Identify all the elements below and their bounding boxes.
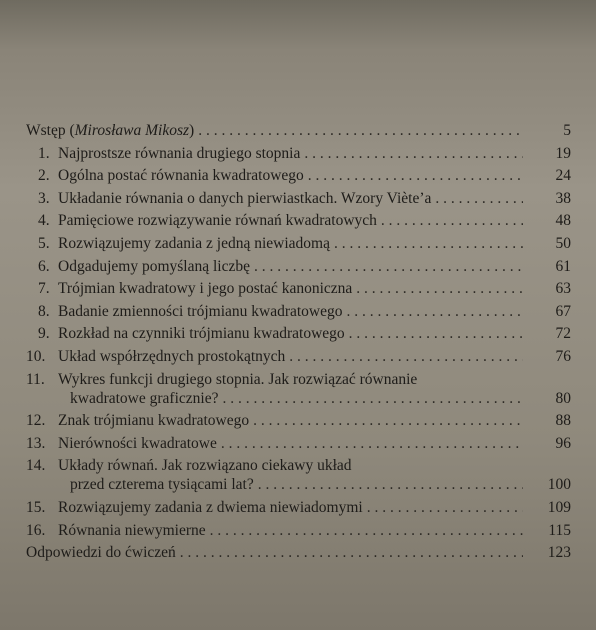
toc-page-number: 50 (555, 234, 571, 252)
toc-page-number: 100 (547, 476, 571, 494)
toc-entry (26, 521, 571, 540)
toc-entry (26, 498, 571, 517)
toc-entry (26, 324, 571, 343)
toc-entry-title: Układ współrzędnych prostokątnych (58, 347, 286, 365)
toc-entry-number: 2. (38, 167, 50, 185)
toc-entry-title: Znak trójmianu kwadratowego (58, 412, 250, 430)
toc-entry-number: 13. (26, 434, 46, 452)
toc-entry-number: 7. (38, 280, 50, 298)
toc-entry-title: Odpowiedzi do ćwiczeń (26, 544, 176, 562)
toc-entry-title: Nierówności kwadratowe (58, 434, 217, 452)
toc-entry-title-continued: kwadratowe graficznie? (70, 389, 219, 407)
toc-entry (26, 211, 571, 230)
toc-page-number: 72 (555, 325, 571, 343)
leader-dots (356, 279, 523, 298)
leader-dots (289, 347, 523, 366)
toc-entry-title-continued: przed czterema tysiącami lat? (70, 476, 254, 494)
toc-page-number: 123 (547, 544, 571, 562)
toc-entry-number: 9. (38, 325, 50, 343)
toc-entry-number: 15. (26, 498, 46, 516)
toc-entry-intro (26, 121, 571, 140)
toc-entry-number: 10. (26, 347, 46, 365)
toc-entry-number: 14. (26, 457, 46, 475)
toc-entry-number: 4. (38, 212, 50, 230)
toc-page-number: 38 (555, 189, 571, 207)
toc-entry-title: Rozkład na czynniki trójmianu kwadratowego (58, 325, 345, 343)
leader-dots (221, 434, 523, 453)
toc-entry-title: Pamięciowe rozwiązywanie równań kwadratowych (58, 212, 377, 230)
toc-entry-number: 6. (38, 257, 50, 275)
leader-dots (304, 144, 523, 163)
leader-dots (180, 543, 523, 562)
toc-entry-answers (26, 543, 571, 562)
toc-entry (26, 456, 571, 494)
toc-page-number: 115 (548, 521, 571, 539)
toc-page-number: 80 (555, 389, 571, 407)
leader-dots (381, 211, 523, 230)
toc-entry-title: Rozwiązujemy zadania z dwiema niewiadomymi (58, 498, 363, 516)
toc-entry-number: 16. (26, 521, 46, 539)
toc-entry-title: Wstęp (Mirosława Mikosz) (26, 122, 195, 139)
toc-entry (26, 347, 571, 366)
leader-dots (349, 324, 523, 343)
leader-dots (198, 121, 523, 140)
toc-entry-number: 8. (38, 302, 50, 320)
toc-entry (26, 144, 571, 163)
leader-dots (253, 411, 523, 430)
toc-entry (26, 434, 571, 453)
toc-entry-number: 5. (38, 234, 50, 252)
leader-dots (367, 498, 523, 517)
toc-entry-title: Odgadujemy pomyślaną liczbę (58, 257, 250, 275)
leader-dots (210, 521, 523, 540)
toc-entry (26, 166, 571, 185)
toc-page-number: 63 (555, 280, 571, 298)
toc-entry (26, 189, 571, 208)
toc-page-number: 24 (555, 167, 571, 185)
toc-page-number: 109 (547, 498, 571, 516)
toc-entry (26, 302, 571, 321)
toc-entry (26, 370, 571, 408)
toc-entry-title: Trójmian kwadratowy i jego postać kanoniczna (58, 280, 353, 298)
toc-page-number: 19 (555, 144, 571, 162)
toc-entry (26, 411, 571, 430)
toc-entry-title: Rozwiązujemy zadania z jedną niewiadomą (58, 234, 330, 252)
toc-page-number: 48 (555, 212, 571, 230)
toc-entry-number: 1. (38, 144, 50, 162)
toc-entry-title: Ogólna postać równania kwadratowego (58, 167, 304, 185)
toc-entry (26, 234, 571, 253)
leader-dots (308, 166, 523, 185)
leader-dots (347, 302, 523, 321)
leader-dots (334, 234, 523, 253)
toc-entry-title: Wykres funkcji drugiego stopnia. Jak rozwiązać równanie (58, 370, 418, 388)
leader-dots (258, 475, 523, 494)
toc-page-number: 88 (555, 412, 571, 430)
toc-entry-number: 12. (26, 412, 46, 430)
leader-dots (254, 257, 523, 276)
toc-entry-title: Najprostsze równania drugiego stopnia (58, 144, 301, 162)
toc-page-number: 76 (555, 347, 571, 365)
toc-entry-number: 3. (38, 189, 50, 207)
toc-entry-title: Równania niewymierne (58, 521, 206, 539)
leader-dots (435, 189, 523, 208)
toc-entry-number: 11. (26, 370, 45, 388)
toc-entry-title: Badanie zmienności trójmianu kwadratowego (58, 302, 343, 320)
toc-page-number: 67 (555, 302, 571, 320)
table-of-contents (26, 121, 571, 566)
toc-entry-title: Układanie równania o danych pierwiastkach. Wzory Viète’a (58, 189, 432, 207)
toc-page-number: 96 (555, 434, 571, 452)
toc-entry-author: Mirosława Mikosz (74, 122, 190, 139)
toc-page-number: 61 (555, 257, 571, 275)
toc-entry-title: Układy równań. Jak rozwiązano ciekawy układ (58, 457, 352, 475)
toc-entry (26, 279, 571, 298)
toc-entry (26, 257, 571, 276)
toc-page-number: 5 (563, 122, 571, 139)
leader-dots (222, 389, 523, 408)
